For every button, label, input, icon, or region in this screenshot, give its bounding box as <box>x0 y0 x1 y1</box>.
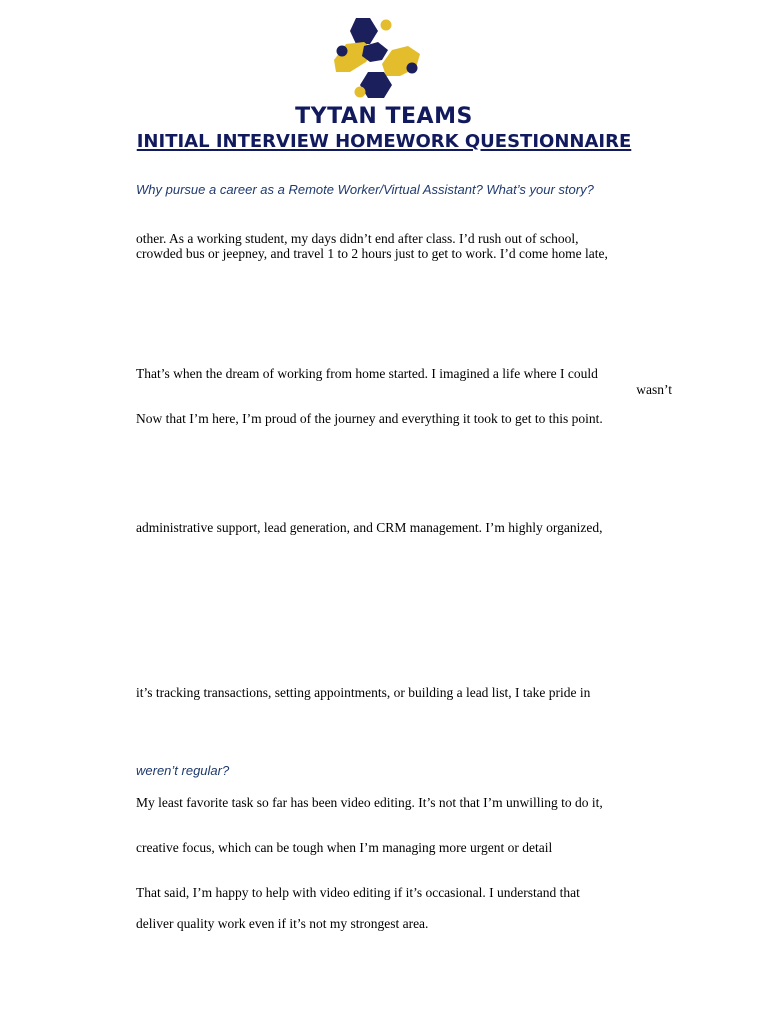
answer-line: wasn’t <box>636 382 672 397</box>
answer-line: deliver quality work even if it’s not my strongest area. <box>136 916 429 931</box>
logo-dot-left <box>337 46 348 57</box>
answer-line: Now that I’m here, I’m proud of the journey and everything it took to get to this point. <box>136 411 603 426</box>
brand-title: TYTAN TEAMS <box>295 104 473 129</box>
logo-dot-right <box>407 63 418 74</box>
answer-line: other. As a working student, my days didn’t end after class. I’d rush out of school, <box>136 231 579 246</box>
question-career-story: Why pursue a career as a Remote Worker/Virtual Assistant? What’s your story? <box>136 182 594 197</box>
logo-dot-top-right <box>381 20 392 31</box>
document-title <box>0 131 768 153</box>
answer-line: That said, I’m happy to help with video editing if it’s occasional. I understand that <box>136 885 580 900</box>
answer-line: My least favorite task so far has been video editing. It’s not that I’m unwilling to do it, <box>136 795 603 810</box>
logo-navy-hex-top <box>350 18 378 44</box>
document-title-text: INITIAL INTERVIEW HOMEWORK QUESTIONNAIRE <box>136 131 632 152</box>
tytan-teams-logo <box>330 16 424 100</box>
answer-line: creative focus, which can be tough when I’m managing more urgent or detail <box>136 840 553 855</box>
answer-line: it’s tracking transactions, setting appointments, or building a lead list, I take pride in <box>136 685 591 700</box>
logo-dot-bottom-left <box>355 87 366 98</box>
question-irregular-tasks: weren’t regular? <box>136 763 230 778</box>
answer-line: That’s when the dream of working from home started. I imagined a life where I could <box>136 366 598 381</box>
answer-line: administrative support, lead generation, and CRM management. I’m highly organized, <box>136 520 603 535</box>
answer-line: crowded bus or jeepney, and travel 1 to 2 hours just to get to work. I’d come home late, <box>136 246 608 261</box>
